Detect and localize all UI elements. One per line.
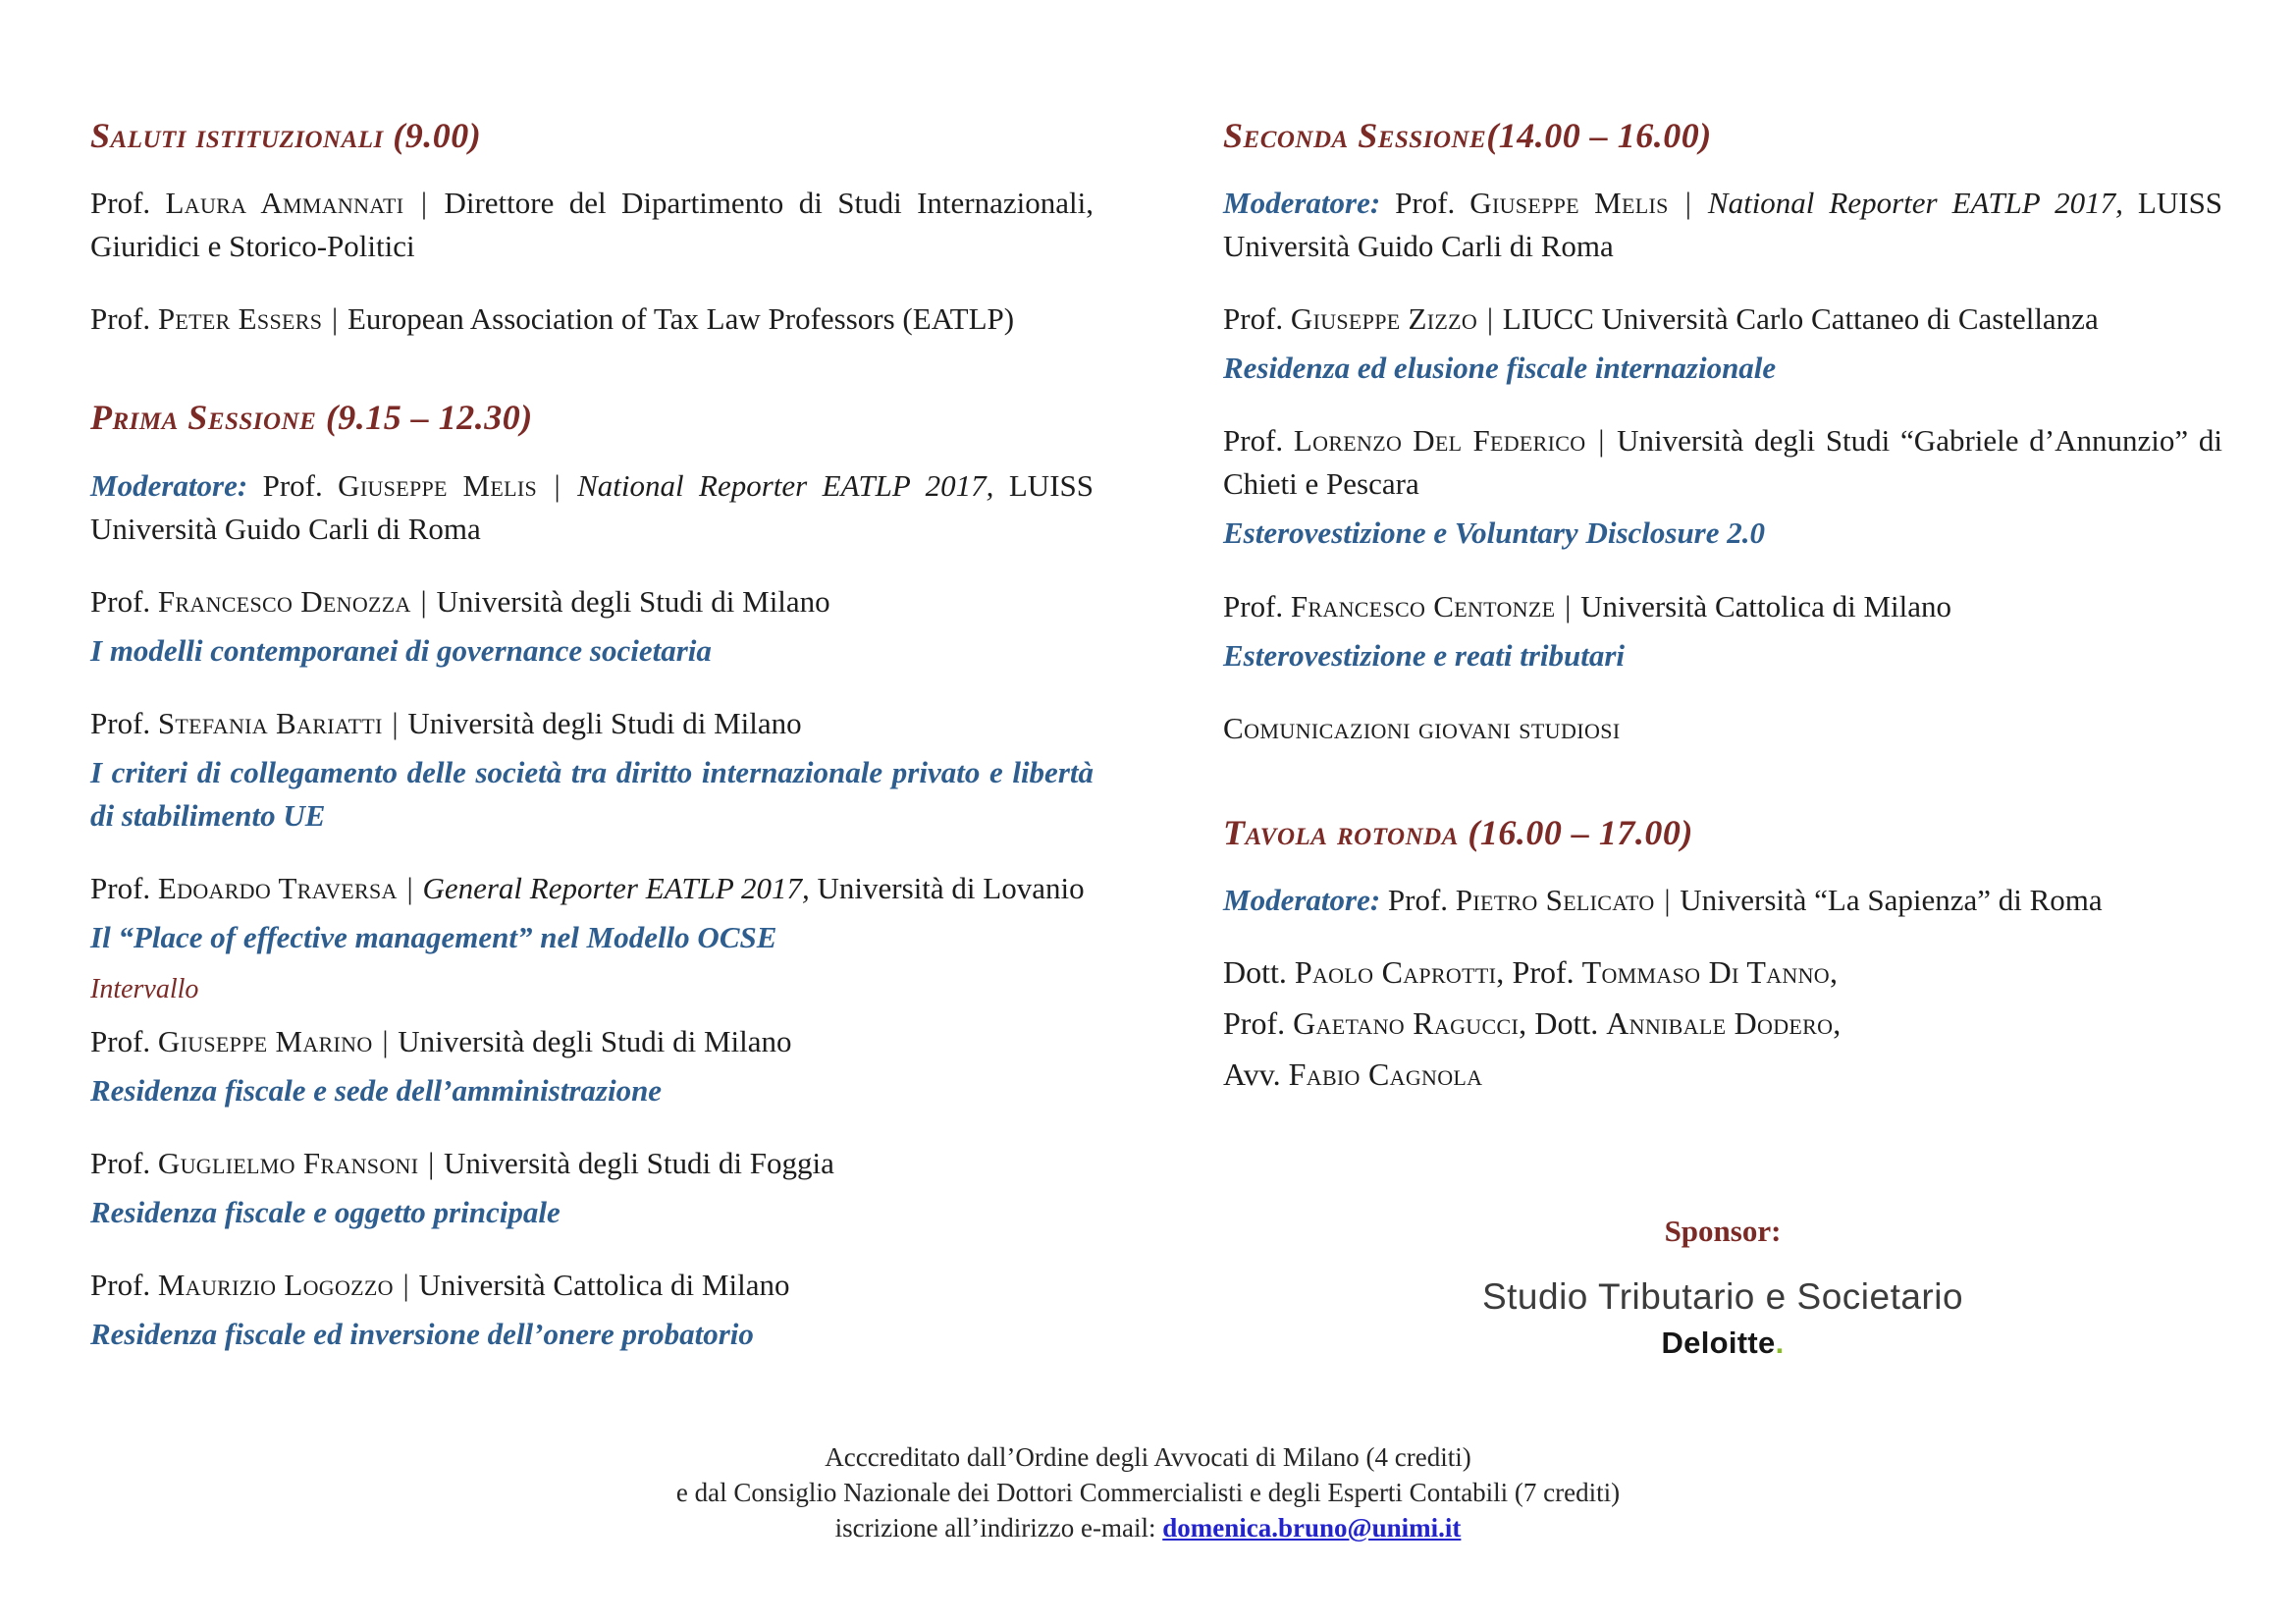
accreditation-line-2: e dal Consiglio Nazionale dei Dottori Commercialisti e degli Esperti Contabili (7 crediti)	[675, 1478, 1621, 1508]
pipe-separator: |	[1598, 423, 1605, 459]
deloitte-wordmark: Deloitte	[1661, 1326, 1776, 1360]
speaker-name: Stefania Bariatti	[157, 705, 383, 740]
speaker-entry-marino	[90, 1020, 1094, 1063]
speaker-title: Prof.	[90, 1267, 151, 1302]
speaker-affiliation: Università degli Studi di Foggia	[444, 1145, 834, 1180]
speaker-entry-essers	[90, 298, 1094, 341]
speaker-name: Gaetano Ragucci,	[1293, 1004, 1527, 1041]
speaker-name: Guglielmo Fransoni	[157, 1145, 419, 1180]
speaker-name: Laura Ammannati	[165, 186, 404, 221]
speaker-entry-del-federico	[1223, 419, 2222, 506]
participants-line	[1223, 1050, 2222, 1101]
pipe-separator: |	[406, 870, 413, 905]
speaker-title: Prof.	[90, 583, 151, 619]
speaker-name: Paolo Caprotti,	[1294, 953, 1505, 990]
sponsor-block	[1223, 1214, 2222, 1361]
pipe-separator: |	[554, 467, 561, 503]
speaker-name: Annibale Dodero,	[1606, 1004, 1842, 1041]
talk-topic: Residenza fiscale e sede dell’amministrazione	[90, 1072, 663, 1108]
pipe-separator: |	[1565, 588, 1572, 623]
speaker-title: Prof.	[1223, 1004, 1286, 1041]
email-link[interactable]: domenica.bruno@unimi.it	[1162, 1513, 1462, 1543]
speaker-affiliation: Università Cattolica di Milano	[1580, 588, 1952, 623]
pipe-separator: |	[402, 1267, 409, 1302]
pipe-separator: |	[331, 301, 339, 337]
sponsor-name: Studio Tributario e Societario	[1481, 1276, 1964, 1317]
speaker-title: Prof.	[90, 705, 151, 740]
heading-seconda-sessione: Seconda Sessione(14.00 – 16.00)	[1223, 116, 1712, 155]
speaker-title: Prof.	[1395, 186, 1456, 221]
pipe-separator: |	[1486, 301, 1494, 337]
heading-saluti-istituzionali: Saluti istituzionali (9.00)	[90, 116, 482, 155]
left-column	[90, 116, 1094, 1356]
speaker-name: Tommaso Di Tanno,	[1581, 953, 1839, 990]
speaker-entry-denozza	[90, 580, 1094, 623]
talk-topic: Residenza fiscale ed inversione dell’onere probatorio	[90, 1316, 754, 1351]
speaker-name: Giuseppe Melis	[1469, 186, 1669, 221]
deloitte-green-dot: .	[1775, 1326, 1785, 1360]
talk-topic: Esterovestizione e Voluntary Disclosure 2.0	[1223, 515, 1766, 551]
moderator-label: Moderatore:	[1223, 186, 1381, 221]
speaker-affiliation: Università degli Studi di Milano	[436, 583, 830, 619]
pipe-separator: |	[428, 1145, 435, 1180]
registration-line	[0, 1510, 2296, 1545]
speaker-name: Maurizio Logozzo	[157, 1267, 394, 1302]
participants-line	[1223, 947, 2222, 999]
speaker-name: Giuseppe Marino	[157, 1023, 373, 1058]
round-table-participants	[1223, 947, 2222, 1100]
speaker-entry-fransoni	[90, 1142, 1094, 1185]
registration-text: iscrizione all’indirizzo e-mail:	[834, 1513, 1163, 1543]
speaker-title: Prof.	[1512, 953, 1575, 990]
talk-topic: Esterovestizione e reati tributari	[1223, 637, 1626, 673]
speaker-title: Prof.	[1223, 423, 1284, 459]
speaker-title: Prof.	[1223, 301, 1284, 337]
speaker-entry-zizzo	[1223, 298, 2222, 341]
speaker-entry-centonze	[1223, 585, 2222, 628]
heading-tavola-rotonda: Tavola rotonda (16.00 – 17.00)	[1223, 812, 1693, 852]
speaker-affiliation: LUISS Università Guido Carli di Roma	[1223, 186, 2223, 264]
pipe-separator: |	[420, 583, 427, 619]
speaker-entry-ammannati	[90, 182, 1094, 268]
moderator-entry-selicato	[1223, 879, 2222, 922]
talk-topic: Il “Place of effective management” nel Modello OCSE	[90, 919, 777, 954]
speaker-name: Francesco Denozza	[157, 583, 411, 619]
speaker-name: Giuseppe Zizzo	[1290, 301, 1478, 337]
speaker-affiliation: Università Cattolica di Milano	[418, 1267, 790, 1302]
participants-line	[1223, 999, 2222, 1050]
speaker-entry-traversa	[90, 867, 1094, 910]
right-column	[1223, 116, 2222, 1100]
moderator-entry-melis	[90, 464, 1094, 551]
speaker-role-italic: National Reporter EATLP 2017,	[1707, 186, 2123, 221]
moderator-label: Moderatore:	[1223, 882, 1381, 917]
speaker-title: Dott.	[1223, 953, 1287, 990]
footer-accreditation	[0, 1439, 2296, 1546]
speaker-affiliation: Università “La Sapienza” di Roma	[1680, 882, 2103, 917]
speaker-affiliation: Università degli Studi di Milano	[398, 1023, 792, 1058]
pipe-separator: |	[1684, 186, 1691, 221]
pipe-separator: |	[1664, 882, 1671, 917]
speaker-affiliation: LUISS Università Guido Carli di Roma	[90, 467, 1095, 546]
intervallo-note: Intervallo	[90, 973, 199, 1004]
speaker-name: Fabio Cagnola	[1288, 1056, 1483, 1092]
speaker-name: Peter Essers	[157, 301, 323, 337]
speaker-title: Prof.	[262, 467, 323, 503]
speaker-title: Prof.	[90, 301, 151, 337]
speaker-title: Avv.	[1223, 1056, 1281, 1092]
speaker-affiliation: Direttore del Dipartimento di Studi Internazionali, Giuridici e Storico-Politici	[90, 186, 1094, 264]
speaker-title: Prof.	[90, 186, 151, 221]
speaker-name: Francesco Centonze	[1290, 588, 1556, 623]
speaker-entry-logozzo	[90, 1264, 1094, 1307]
pipe-separator: |	[420, 186, 428, 221]
speaker-name: Edoardo Traversa	[157, 870, 398, 905]
accreditation-line-1: Acccreditato dall’Ordine degli Avvocati di Milano (4 crediti)	[825, 1442, 1471, 1472]
speaker-name: Lorenzo Del Federico	[1293, 423, 1586, 459]
speaker-title: Prof.	[90, 1145, 151, 1180]
comunicazioni-giovani-studiosi: Comunicazioni giovani studiosi	[1223, 710, 1621, 745]
talk-topic: Residenza ed elusione fiscale internazionale	[1223, 351, 1777, 386]
speaker-entry-bariatti	[90, 702, 1094, 745]
speaker-title: Prof.	[1387, 882, 1449, 917]
speaker-title: Dott.	[1534, 1004, 1599, 1041]
deloitte-logo	[1223, 1326, 2222, 1361]
speaker-title: Prof.	[1223, 588, 1284, 623]
speaker-title: Prof.	[90, 870, 151, 905]
speaker-role-italic: National Reporter EATLP 2017,	[577, 467, 994, 503]
speaker-affiliation: LIUCC Università Carlo Cattaneo di Castellanza	[1502, 301, 2099, 337]
speaker-affiliation: European Association of Tax Law Professors (EATLP)	[347, 301, 1015, 337]
speaker-title: Prof.	[90, 1023, 151, 1058]
pipe-separator: |	[392, 705, 399, 740]
speaker-affiliation: Università degli Studi di Milano	[407, 705, 802, 740]
speaker-name: Pietro Selicato	[1455, 882, 1655, 917]
moderator-entry-melis-2	[1223, 182, 2222, 268]
talk-topic: I criteri di collegamento delle società tra diritto internazionale privato e libertà di stabilimento UE	[90, 754, 1094, 833]
speaker-affiliation: Università di Lovanio	[817, 870, 1085, 905]
speaker-name: Giuseppe Melis	[338, 467, 537, 503]
talk-topic: Residenza fiscale e oggetto principale	[90, 1194, 561, 1229]
heading-prima-sessione: Prima Sessione (9.15 – 12.30)	[90, 398, 533, 438]
speaker-affiliation: Università degli Studi “Gabriele d’Annunzio” di Chieti e Pescara	[1223, 423, 2223, 502]
talk-topic: I modelli contemporanei di governance societaria	[90, 632, 712, 668]
sponsor-label: Sponsor:	[1664, 1214, 1782, 1248]
pipe-separator: |	[382, 1023, 389, 1058]
moderator-label: Moderatore:	[90, 467, 248, 503]
speaker-role-italic: General Reporter EATLP 2017,	[422, 870, 810, 905]
